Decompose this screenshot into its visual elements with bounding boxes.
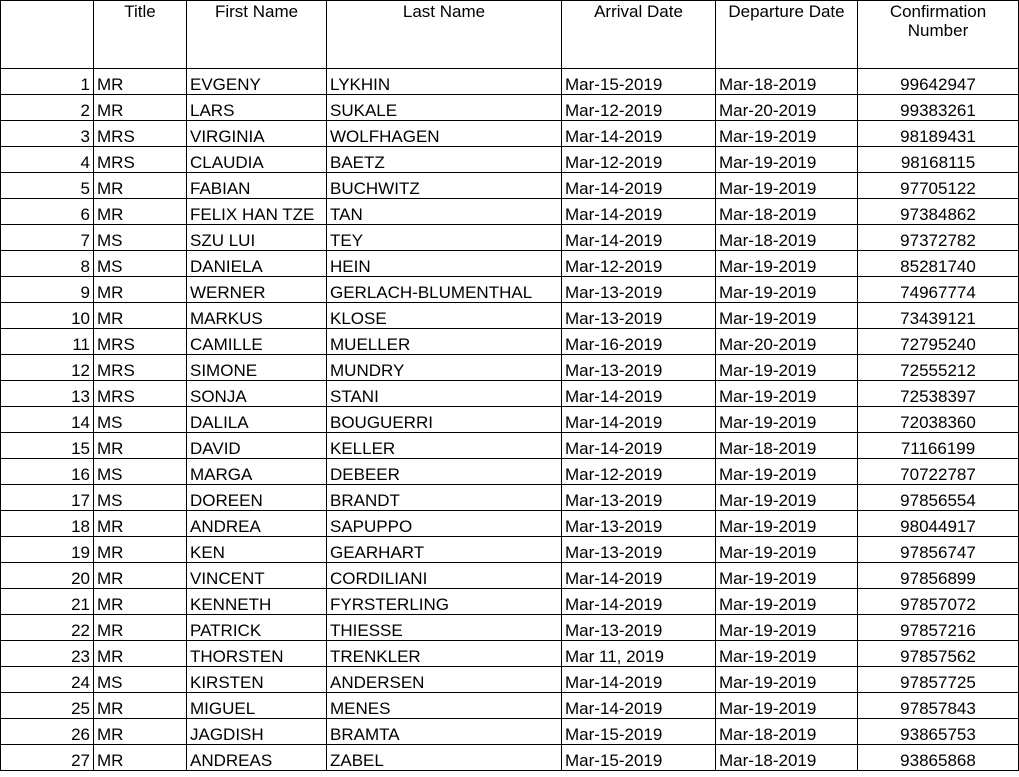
last-name-cell: DEBEER [327,459,562,485]
row-number-cell: 26 [1,719,94,745]
first-name-cell: EVGENY [187,69,327,95]
arrival-date-cell: Mar-14-2019 [562,407,716,433]
table-row [1,381,1019,407]
title-cell: MR [94,589,187,615]
departure-date-cell: Mar-19-2019 [716,251,858,277]
confirmation-number-cell: 72538397 [858,381,1019,407]
confirmation-number-cell: 97857216 [858,615,1019,641]
title-cell: MR [94,433,187,459]
arrival-date-cell: Mar-13-2019 [562,615,716,641]
last-name-cell: TEY [327,225,562,251]
title-cell: MR [94,69,187,95]
departure-date-cell: Mar-19-2019 [716,277,858,303]
confirmation-number-cell: 97857725 [858,667,1019,693]
table-row [1,537,1019,563]
last-name-cell: LYKHIN [327,69,562,95]
row-number-cell: 24 [1,667,94,693]
last-name-header: Last Name [327,1,562,69]
title-cell: MS [94,459,187,485]
table-row [1,745,1019,771]
title-cell: MRS [94,329,187,355]
last-name-cell: KELLER [327,433,562,459]
title-header: Title [94,1,187,69]
row-number-cell: 23 [1,641,94,667]
title-cell: MRS [94,355,187,381]
arrival-date-cell: Mar-12-2019 [562,95,716,121]
arrival-date-cell: Mar-12-2019 [562,147,716,173]
arrival-date-cell: Mar-14-2019 [562,199,716,225]
row-number-cell: 8 [1,251,94,277]
row-number-cell: 1 [1,69,94,95]
arrival-date-cell: Mar-12-2019 [562,459,716,485]
title-cell: MR [94,199,187,225]
arrival-date-cell: Mar-13-2019 [562,355,716,381]
last-name-cell: GEARHART [327,537,562,563]
table-row [1,433,1019,459]
row-number-cell: 22 [1,615,94,641]
departure-date-header: Departure Date [716,1,858,69]
first-name-cell: LARS [187,95,327,121]
first-name-cell: DANIELA [187,251,327,277]
last-name-cell: BUCHWITZ [327,173,562,199]
arrival-date-cell: Mar-14-2019 [562,381,716,407]
first-name-cell: MARKUS [187,303,327,329]
first-name-cell: PATRICK [187,615,327,641]
departure-date-cell: Mar-18-2019 [716,199,858,225]
first-name-cell: KENNETH [187,589,327,615]
title-cell: MS [94,407,187,433]
last-name-cell: BAETZ [327,147,562,173]
confirmation-number-cell: 73439121 [858,303,1019,329]
title-cell: MR [94,719,187,745]
table-row [1,407,1019,433]
last-name-cell: THIESSE [327,615,562,641]
arrival-date-cell: Mar-13-2019 [562,277,716,303]
last-name-cell: STANI [327,381,562,407]
title-cell: MR [94,745,187,771]
last-name-cell: GERLACH-BLUMENTHAL [327,277,562,303]
last-name-cell: BRAMTA [327,719,562,745]
departure-date-cell: Mar-18-2019 [716,69,858,95]
row-number-cell: 13 [1,381,94,407]
last-name-cell: ZABEL [327,745,562,771]
departure-date-cell: Mar-18-2019 [716,225,858,251]
table-header [1,1,1019,69]
first-name-cell: ANDREA [187,511,327,537]
table-row [1,719,1019,745]
first-name-cell: THORSTEN [187,641,327,667]
title-cell: MR [94,277,187,303]
confirmation-number-cell: 98044917 [858,511,1019,537]
departure-date-cell: Mar-19-2019 [716,147,858,173]
row-number-cell: 12 [1,355,94,381]
arrival-date-cell: Mar-14-2019 [562,667,716,693]
row-number-cell: 27 [1,745,94,771]
table-row [1,251,1019,277]
departure-date-cell: Mar-19-2019 [716,563,858,589]
first-name-cell: FELIX HAN TZE [187,199,327,225]
last-name-cell: FYRSTERLING [327,589,562,615]
first-name-cell: KIRSTEN [187,667,327,693]
title-cell: MR [94,615,187,641]
confirmation-number-cell: 93865753 [858,719,1019,745]
first-name-cell: SIMONE [187,355,327,381]
row-number-cell: 17 [1,485,94,511]
confirmation-number-cell: 99642947 [858,69,1019,95]
row-number-cell: 5 [1,173,94,199]
table-row [1,355,1019,381]
confirmation-number-cell: 97856554 [858,485,1019,511]
title-cell: MRS [94,121,187,147]
confirmation-number-header: Confirmation Number [858,1,1019,69]
last-name-cell: TRENKLER [327,641,562,667]
first-name-cell: DOREEN [187,485,327,511]
index-header [1,1,94,69]
confirmation-number-cell: 93865868 [858,745,1019,771]
arrival-date-cell: Mar-14-2019 [562,173,716,199]
first-name-cell: CLAUDIA [187,147,327,173]
arrival-date-cell: Mar-14-2019 [562,433,716,459]
table-row [1,329,1019,355]
confirmation-number-cell: 98168115 [858,147,1019,173]
row-number-cell: 15 [1,433,94,459]
table-row [1,95,1019,121]
departure-date-cell: Mar-19-2019 [716,381,858,407]
arrival-date-cell: Mar-14-2019 [562,225,716,251]
confirmation-number-cell: 85281740 [858,251,1019,277]
table-row [1,459,1019,485]
arrival-date-cell: Mar-12-2019 [562,251,716,277]
last-name-cell: KLOSE [327,303,562,329]
row-number-cell: 19 [1,537,94,563]
table-row [1,485,1019,511]
row-number-cell: 16 [1,459,94,485]
first-name-cell: DAVID [187,433,327,459]
confirmation-number-cell: 99383261 [858,95,1019,121]
title-cell: MR [94,95,187,121]
row-number-cell: 18 [1,511,94,537]
row-number-cell: 10 [1,303,94,329]
last-name-cell: MUELLER [327,329,562,355]
first-name-cell: JAGDISH [187,719,327,745]
first-name-cell: FABIAN [187,173,327,199]
arrival-date-cell: Mar-16-2019 [562,329,716,355]
row-number-cell: 4 [1,147,94,173]
title-cell: MS [94,667,187,693]
confirmation-number-cell: 70722787 [858,459,1019,485]
confirmation-number-cell: 97372782 [858,225,1019,251]
first-name-cell: CAMILLE [187,329,327,355]
table-row [1,667,1019,693]
row-number-cell: 25 [1,693,94,719]
arrival-date-cell: Mar-14-2019 [562,589,716,615]
confirmation-number-cell: 97705122 [858,173,1019,199]
table-row [1,563,1019,589]
departure-date-cell: Mar-19-2019 [716,407,858,433]
arrival-date-cell: Mar-15-2019 [562,69,716,95]
first-name-cell: SZU LUI [187,225,327,251]
arrival-date-cell: Mar-15-2019 [562,745,716,771]
title-cell: MR [94,173,187,199]
row-number-cell: 11 [1,329,94,355]
departure-date-cell: Mar-19-2019 [716,667,858,693]
arrival-date-cell: Mar-13-2019 [562,303,716,329]
confirmation-number-cell: 72795240 [858,329,1019,355]
table-row [1,615,1019,641]
title-cell: MR [94,303,187,329]
table-row [1,225,1019,251]
title-cell: MS [94,251,187,277]
first-name-cell: MARGA [187,459,327,485]
title-cell: MR [94,641,187,667]
row-number-cell: 20 [1,563,94,589]
arrival-date-cell: Mar-13-2019 [562,537,716,563]
departure-date-cell: Mar-19-2019 [716,537,858,563]
departure-date-cell: Mar-19-2019 [716,355,858,381]
table-row [1,303,1019,329]
departure-date-cell: Mar-19-2019 [716,121,858,147]
table-body [1,69,1019,771]
departure-date-cell: Mar-20-2019 [716,95,858,121]
last-name-cell: SUKALE [327,95,562,121]
table-row [1,121,1019,147]
last-name-cell: HEIN [327,251,562,277]
first-name-cell: KEN [187,537,327,563]
first-name-cell: ANDREAS [187,745,327,771]
departure-date-cell: Mar-19-2019 [716,693,858,719]
departure-date-cell: Mar-20-2019 [716,329,858,355]
departure-date-cell: Mar-19-2019 [716,485,858,511]
table-row [1,199,1019,225]
confirmation-number-cell: 97856899 [858,563,1019,589]
title-cell: MR [94,537,187,563]
departure-date-cell: Mar-18-2019 [716,745,858,771]
table-row [1,693,1019,719]
confirmation-number-cell: 74967774 [858,277,1019,303]
first-name-cell: MIGUEL [187,693,327,719]
last-name-cell: CORDILIANI [327,563,562,589]
confirmation-number-cell: 71166199 [858,433,1019,459]
title-cell: MS [94,485,187,511]
title-cell: MR [94,563,187,589]
departure-date-cell: Mar-18-2019 [716,719,858,745]
arrival-date-cell: Mar-13-2019 [562,511,716,537]
first-name-cell: VIRGINIA [187,121,327,147]
last-name-cell: MUNDRY [327,355,562,381]
confirmation-number-cell: 97857562 [858,641,1019,667]
confirmation-number-cell: 72038360 [858,407,1019,433]
arrival-date-cell: Mar-14-2019 [562,563,716,589]
arrival-date-cell: Mar-13-2019 [562,485,716,511]
row-number-cell: 2 [1,95,94,121]
confirmation-number-cell: 97384862 [858,199,1019,225]
title-cell: MRS [94,147,187,173]
row-number-cell: 21 [1,589,94,615]
table-row [1,277,1019,303]
confirmation-number-cell: 97856747 [858,537,1019,563]
confirmation-number-cell: 72555212 [858,355,1019,381]
title-cell: MRS [94,381,187,407]
table-row [1,589,1019,615]
table-row [1,511,1019,537]
departure-date-cell: Mar-19-2019 [716,511,858,537]
row-number-cell: 7 [1,225,94,251]
last-name-cell: ANDERSEN [327,667,562,693]
last-name-cell: BOUGUERRI [327,407,562,433]
last-name-cell: TAN [327,199,562,225]
row-number-cell: 9 [1,277,94,303]
title-cell: MR [94,511,187,537]
table-row [1,147,1019,173]
table-row [1,173,1019,199]
departure-date-cell: Mar-19-2019 [716,615,858,641]
header-row [1,1,1019,69]
row-number-cell: 6 [1,199,94,225]
last-name-cell: MENES [327,693,562,719]
confirmation-number-cell: 98189431 [858,121,1019,147]
departure-date-cell: Mar-19-2019 [716,641,858,667]
row-number-cell: 3 [1,121,94,147]
arrival-date-cell: Mar 11, 2019 [562,641,716,667]
departure-date-cell: Mar-19-2019 [716,589,858,615]
title-cell: MR [94,693,187,719]
last-name-cell: BRANDT [327,485,562,511]
arrival-date-cell: Mar-15-2019 [562,719,716,745]
table-row [1,69,1019,95]
confirmation-number-cell: 97857072 [858,589,1019,615]
departure-date-cell: Mar-19-2019 [716,173,858,199]
first-name-cell: SONJA [187,381,327,407]
confirmation-number-cell: 97857843 [858,693,1019,719]
table-row [1,641,1019,667]
arrival-date-header: Arrival Date [562,1,716,69]
last-name-cell: WOLFHAGEN [327,121,562,147]
arrival-date-cell: Mar-14-2019 [562,121,716,147]
arrival-date-cell: Mar-14-2019 [562,693,716,719]
title-cell: MS [94,225,187,251]
departure-date-cell: Mar-19-2019 [716,459,858,485]
departure-date-cell: Mar-19-2019 [716,303,858,329]
row-number-cell: 14 [1,407,94,433]
departure-date-cell: Mar-18-2019 [716,433,858,459]
first-name-header: First Name [187,1,327,69]
last-name-cell: SAPUPPO [327,511,562,537]
first-name-cell: VINCENT [187,563,327,589]
first-name-cell: DALILA [187,407,327,433]
first-name-cell: WERNER [187,277,327,303]
